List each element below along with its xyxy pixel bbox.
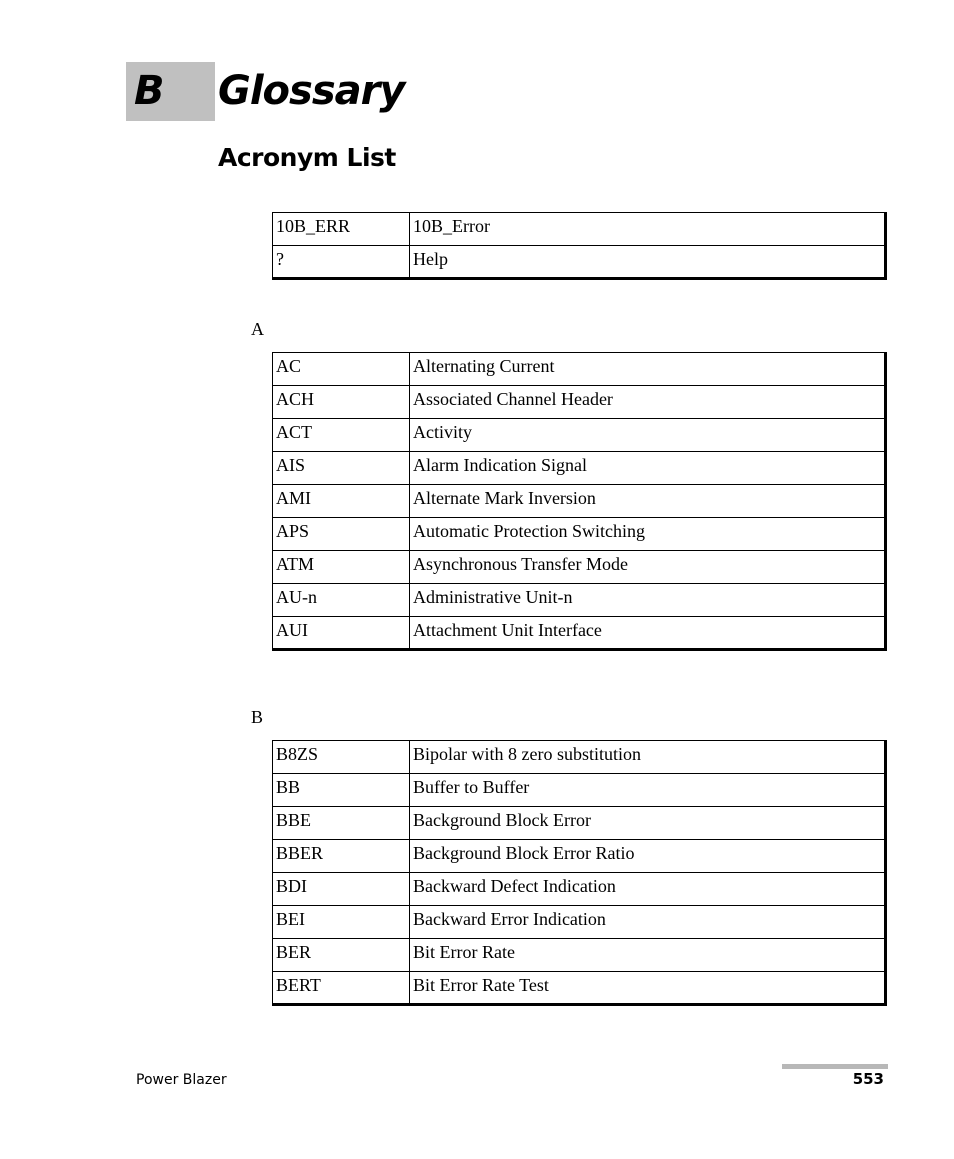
table-row (273, 485, 886, 518)
acronym-definition: Bit Error Rate Test (410, 972, 886, 1005)
table-row (273, 906, 886, 939)
acronym-term: AC (273, 353, 410, 386)
acronym-definition: Alternate Mark Inversion (410, 485, 886, 518)
table-row (273, 807, 886, 840)
acronym-term: AIS (273, 452, 410, 485)
group-letter-a: A (251, 319, 264, 339)
section-title: Acronym List (218, 143, 396, 172)
table-row (273, 213, 886, 246)
acronym-term: ? (273, 246, 410, 279)
table-row (273, 617, 886, 650)
acronym-table-b (272, 740, 887, 1006)
table-row (273, 246, 886, 279)
table-row (273, 939, 886, 972)
footer-page-number: 553 (852, 1070, 884, 1088)
acronym-definition: Background Block Error Ratio (410, 840, 886, 873)
chapter-letter: B (134, 68, 165, 114)
acronym-term: AMI (273, 485, 410, 518)
acronym-definition: Bit Error Rate (410, 939, 886, 972)
acronym-term: AU-n (273, 584, 410, 617)
acronym-term: ACH (273, 386, 410, 419)
table-row (273, 353, 886, 386)
table-row (273, 551, 886, 584)
acronym-term: B8ZS (273, 741, 410, 774)
acronym-definition: Help (410, 246, 886, 279)
acronym-term: ATM (273, 551, 410, 584)
acronym-definition: Alternating Current (410, 353, 886, 386)
acronym-table-symbols (272, 212, 887, 280)
acronym-term: ACT (273, 419, 410, 452)
acronym-definition: 10B_Error (410, 213, 886, 246)
table-row (273, 840, 886, 873)
acronym-definition: Alarm Indication Signal (410, 452, 886, 485)
acronym-definition: Background Block Error (410, 807, 886, 840)
footer-rule (782, 1064, 888, 1069)
acronym-term: BER (273, 939, 410, 972)
table-row (273, 972, 886, 1005)
acronym-term: 10B_ERR (273, 213, 410, 246)
acronym-definition: Bipolar with 8 zero substitution (410, 741, 886, 774)
table-row (273, 419, 886, 452)
acronym-table-a (272, 352, 887, 651)
table-row (273, 741, 886, 774)
acronym-term: BDI (273, 873, 410, 906)
acronym-term: BBER (273, 840, 410, 873)
acronym-term: BEI (273, 906, 410, 939)
table-row (273, 452, 886, 485)
acronym-definition: Associated Channel Header (410, 386, 886, 419)
group-letter-b: B (251, 707, 264, 727)
acronym-term: BBE (273, 807, 410, 840)
acronym-definition: Administrative Unit-n (410, 584, 886, 617)
acronym-definition: Backward Error Indication (410, 906, 886, 939)
table-row (273, 873, 886, 906)
footer-product-name: Power Blazer (136, 1072, 227, 1088)
table-row (273, 386, 886, 419)
table-row (273, 518, 886, 551)
acronym-definition: Activity (410, 419, 886, 452)
acronym-term: BERT (273, 972, 410, 1005)
acronym-term: APS (273, 518, 410, 551)
acronym-term: AUI (273, 617, 410, 650)
acronym-term: BB (273, 774, 410, 807)
table-row (273, 774, 886, 807)
acronym-definition: Asynchronous Transfer Mode (410, 551, 886, 584)
acronym-definition: Buffer to Buffer (410, 774, 886, 807)
acronym-definition: Backward Defect Indication (410, 873, 886, 906)
acronym-definition: Automatic Protection Switching (410, 518, 886, 551)
acronym-definition: Attachment Unit Interface (410, 617, 886, 650)
chapter-title: Glossary (218, 68, 405, 114)
table-row (273, 584, 886, 617)
